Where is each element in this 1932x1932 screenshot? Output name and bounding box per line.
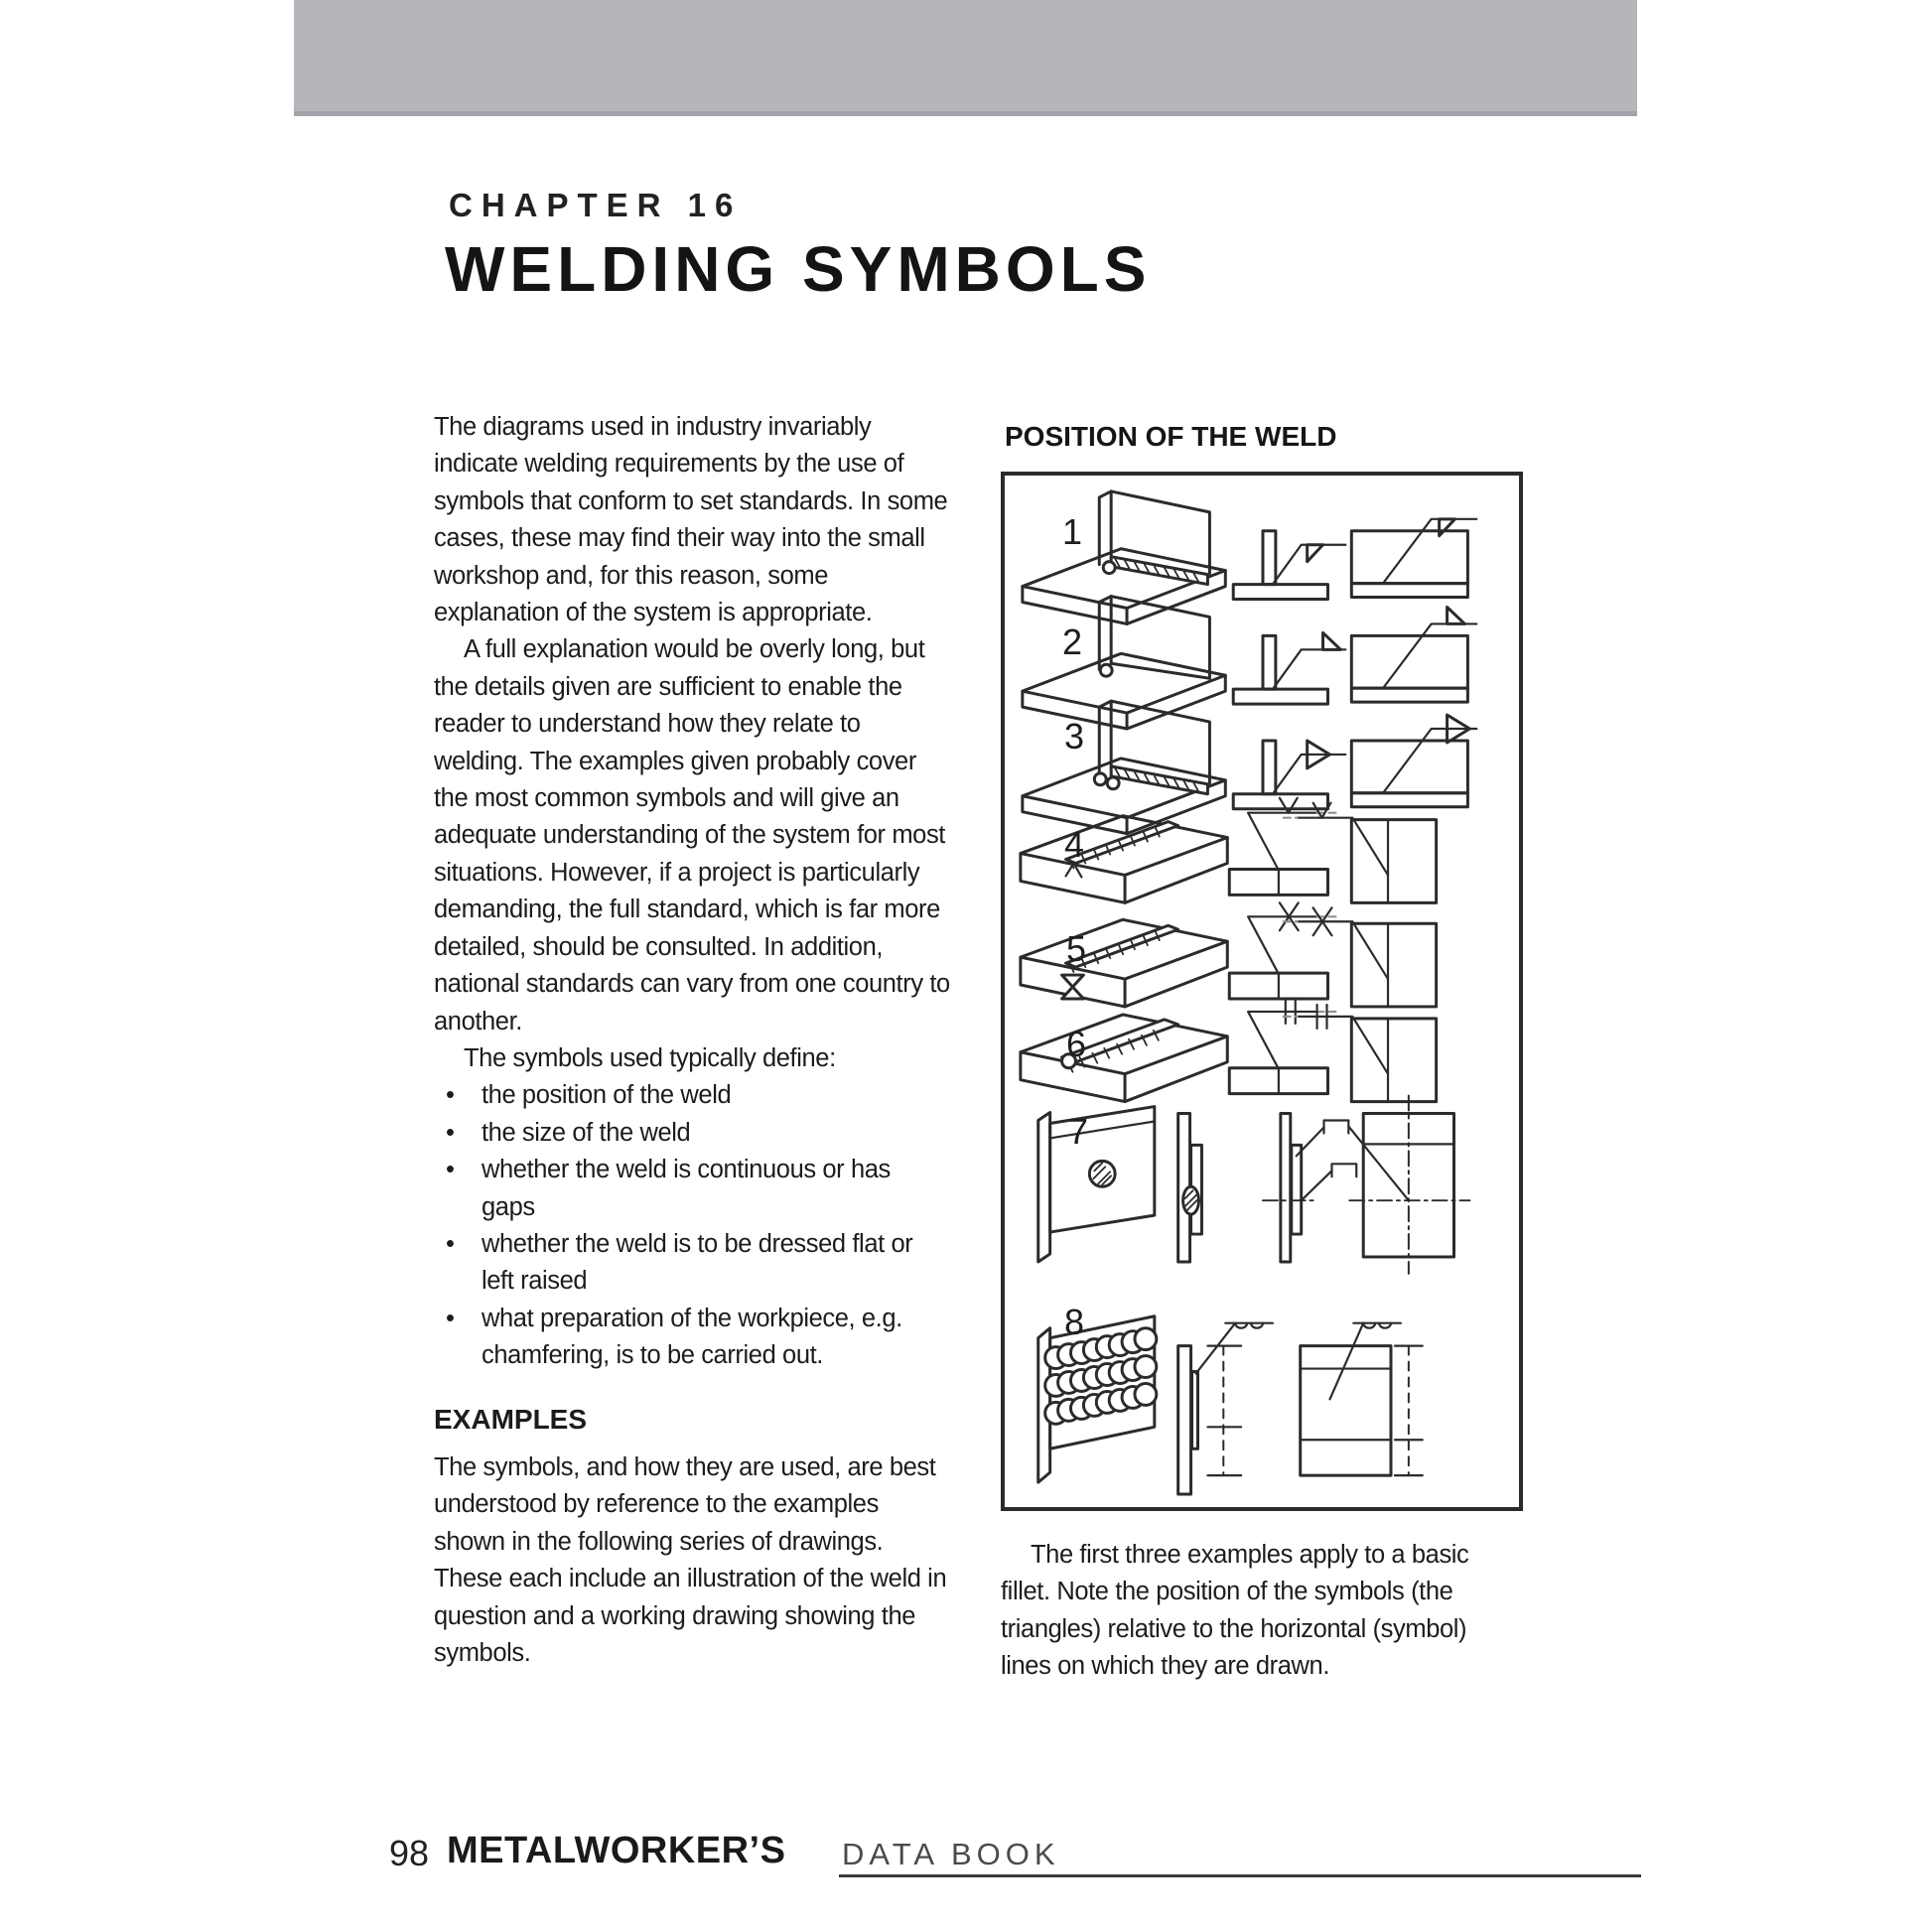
page-title: WELDING SYMBOLS	[445, 233, 1152, 305]
row-number: 6	[1066, 1024, 1087, 1064]
symbol-definition-list	[434, 1077, 950, 1374]
list-item-text: the size of the weld	[482, 1118, 691, 1147]
list-item	[434, 1115, 950, 1152]
list-item	[434, 1226, 950, 1301]
paragraph-explanation: A full explanation would be overly long, but the details given are sufficient to enable the reader to understand how they relate to welding. The examples given probably cover the most common symbols and will give an adequate understanding of the system for most situations. However, if a project is particularly demanding, the full standard, which is far more detailed, should be consulted. In addition, national standards can vary from one country to another.	[434, 635, 950, 1035]
list-item	[434, 1077, 950, 1114]
book-title: METALWORKER’S	[447, 1830, 786, 1871]
list-item-text: what preparation of the workpiece, e.g. chamfering, is to be carried out.	[482, 1304, 902, 1370]
paragraph-symbols-define: The symbols used typically define:	[464, 1043, 836, 1072]
top-gray-banner	[294, 0, 1637, 116]
book-subtitle: DATA BOOK	[842, 1837, 1060, 1871]
row-number: 1	[1062, 511, 1083, 552]
body-text-column	[434, 409, 950, 1672]
footer-rule	[839, 1874, 1641, 1877]
list-item	[434, 1301, 950, 1375]
list-item-text: the position of the weld	[482, 1081, 732, 1110]
weld-position-figure	[1001, 472, 1523, 1511]
paragraph-intro: The diagrams used in industry invariably indicate welding requirements by the use of symbols that conform to set standards. In some cases, these may find their way into the small workshop and, for this reason, some explanation of the system is appropriate.	[434, 413, 948, 627]
row-number: 7	[1068, 1111, 1089, 1152]
figure-caption: The first three examples apply to a basic fillet. Note the position of the symbols (the triangles) relative to the horizontal (symbol) lines on which they are drawn.	[1001, 1541, 1469, 1681]
list-item-text: whether the weld is continuous or has gaps	[482, 1156, 891, 1221]
row-number: 2	[1062, 621, 1083, 662]
examples-heading: EXAMPLES	[434, 1403, 588, 1435]
bullet-icon: •	[446, 1156, 455, 1184]
paragraph-examples: The symbols, and how they are used, are best understood by reference to the examples shown in the following series of drawings. These each include an illustration of the weld in question and a working drawing showing the symbols.	[434, 1452, 947, 1667]
bullet-icon: •	[446, 1118, 455, 1147]
chapter-label: CHAPTER 16	[449, 187, 743, 223]
row-number: 5	[1066, 928, 1087, 969]
row-number: 3	[1064, 716, 1085, 757]
list-item	[434, 1152, 950, 1226]
figure-heading: POSITION OF THE WELD	[1005, 421, 1337, 452]
page-number: 98	[389, 1833, 430, 1873]
bullet-icon: •	[446, 1229, 455, 1258]
bullet-icon: •	[446, 1304, 455, 1332]
row-number: 8	[1064, 1302, 1085, 1342]
row-number: 4	[1064, 824, 1085, 865]
bullet-icon: •	[446, 1081, 455, 1110]
list-item-text: whether the weld is to be dressed flat or left raised	[482, 1229, 913, 1296]
